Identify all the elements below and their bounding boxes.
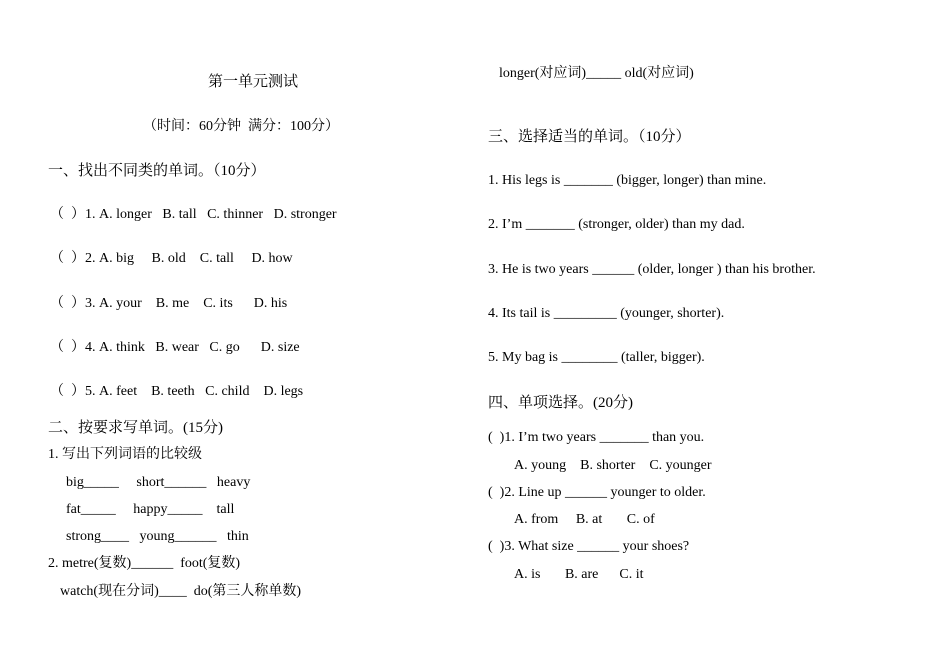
comparative-row: big_____ short______ heavy — [66, 475, 251, 490]
question-item: 5. My bag is ________ (taller, bigger). — [488, 350, 705, 365]
question-item: 4. Its tail is _________ (younger, shorter). — [488, 306, 725, 321]
question-item: ( )3. What size ______ your shoes? — [488, 539, 690, 554]
question-item: （ ）2. A. big B. old C. tall D. how — [50, 251, 293, 266]
question-options: A. is B. are C. it — [514, 567, 644, 582]
question-item: 2. I’m _______ (stronger, older) than my dad. — [488, 217, 745, 232]
question-options: A. young B. shorter C. younger — [514, 458, 712, 473]
page-title: 第一单元测试 — [208, 74, 299, 90]
section-2-sub-2: 2. metre(复数)______ foot(复数) — [48, 556, 241, 571]
question-item: ( )1. I’m two years _______ than you. — [488, 430, 705, 445]
section-1-heading: 一、找出不同类的单词。（10分） — [48, 163, 266, 179]
section-2-sub-1: 1. 写出下列词语的比较级 — [48, 447, 202, 462]
question-item: 3. He is two years ______ (older, longer ) than his brother. — [488, 262, 816, 277]
question-options: A. from B. at C. of — [514, 512, 655, 527]
comparative-row: fat_____ happy_____ tall — [66, 502, 235, 517]
question-item: ( )2. Line up ______ younger to older. — [488, 485, 706, 500]
question-item: （ ）5. A. feet B. teeth C. child D. legs — [50, 384, 304, 399]
question-item: （ ）3. A. your B. me C. its D. his — [50, 296, 288, 311]
page-subtitle: （时间：60分钟 满分：100分） — [143, 119, 339, 134]
section-2-heading: 二、按要求写单词。(15分) — [48, 420, 223, 436]
question-item: 1. His legs is _______ (bigger, longer) than mine. — [488, 173, 767, 188]
section-4-heading: 四、单项选择。(20分) — [488, 395, 633, 411]
question-item: （ ）1. A. longer B. tall C. thinner D. stronger — [50, 207, 337, 222]
section-3-heading: 三、选择适当的单词。（10分） — [488, 129, 691, 145]
comparative-row: strong____ young______ thin — [66, 529, 249, 544]
question-item: （ ）4. A. think B. wear C. go D. size — [50, 340, 300, 355]
right-top-line: longer(对应词)_____ old(对应词) — [499, 66, 694, 81]
section-2-sub-3: watch(现在分词)____ do(第三人称单数) — [60, 584, 302, 599]
